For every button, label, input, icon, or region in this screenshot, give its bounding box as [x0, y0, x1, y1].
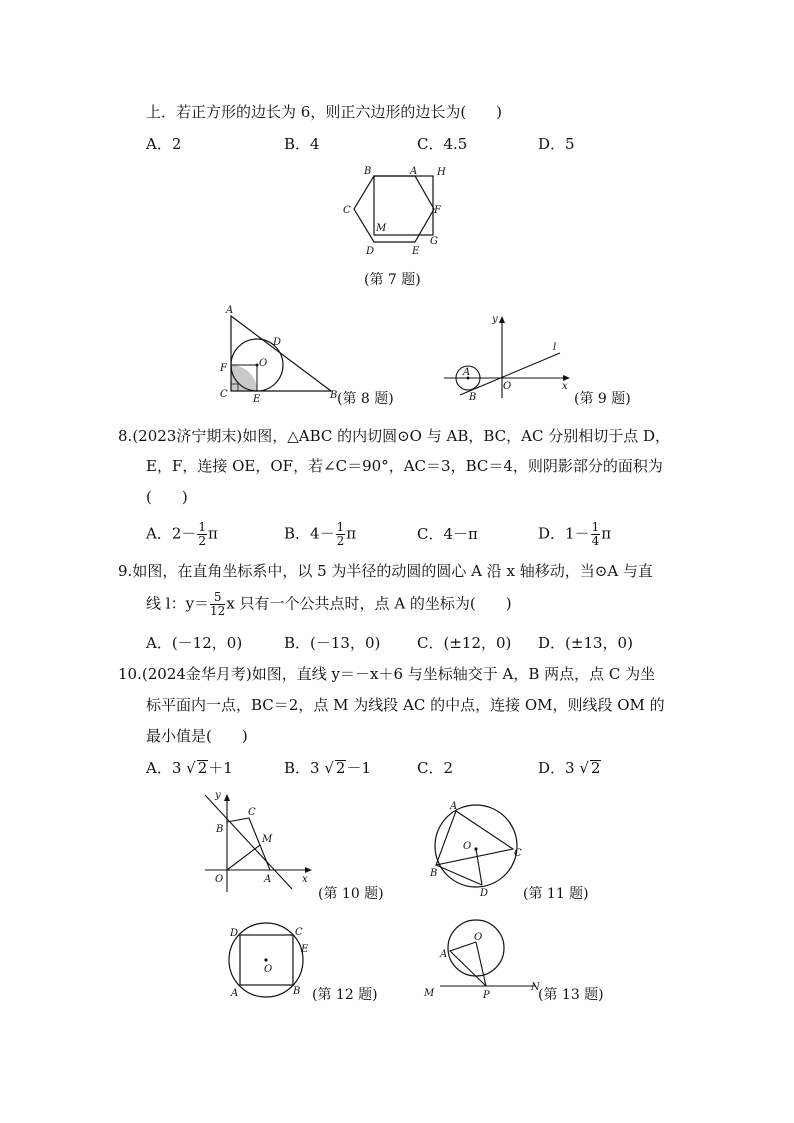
label-a: A — [410, 166, 418, 177]
radicand: 2 — [197, 759, 208, 777]
q9-option-a: A．(－12，0) — [146, 634, 243, 652]
label-d: D — [273, 337, 282, 348]
q9-number: 9. — [118, 562, 133, 580]
label-a: A — [463, 367, 471, 378]
fraction: $\frac{1}{2}$ — [198, 520, 207, 548]
q10-source: (2024金华月考) — [141, 665, 252, 683]
q8-line-3: ( ) — [146, 488, 188, 506]
q10-line-3: 最小值是( ) — [146, 727, 248, 745]
circle-o — [448, 920, 504, 976]
label-a: A — [231, 988, 239, 999]
label-o: O — [503, 381, 512, 392]
q9-option-b: B．(－13，0) — [284, 634, 381, 652]
label-c: C — [248, 807, 256, 818]
q8-option-a: A．2－ $\frac{1}{2}$ π — [146, 520, 218, 548]
label-o: O — [463, 841, 472, 852]
q8-number: 8. — [118, 427, 133, 445]
label-b: B — [430, 868, 438, 879]
fraction-5-12: $\frac{5}{12}$ — [210, 590, 226, 618]
label-e: E — [253, 394, 261, 405]
q10-number: 10. — [118, 665, 142, 683]
label-y: y — [215, 790, 221, 801]
label-c: C — [295, 927, 303, 938]
radicand: 2 — [335, 759, 346, 777]
label-g: G — [430, 236, 438, 247]
figure-13-caption: (第 13 题) — [538, 987, 604, 1003]
label-m: M — [424, 988, 435, 999]
label-a: A — [226, 305, 234, 316]
label-o: O — [215, 874, 224, 885]
segment-op — [476, 942, 486, 986]
label-o: O — [474, 932, 483, 943]
q7-option-b: B．4 — [284, 135, 320, 153]
figure-7-caption: (第 7 题) — [364, 272, 421, 288]
label-m: M — [262, 834, 273, 845]
q7-option-a: A．2 — [146, 135, 182, 153]
q10-option-a: A．3 √ 2＋1 — [146, 759, 233, 777]
label-y: y — [492, 314, 498, 325]
label-a: A — [450, 801, 458, 812]
label-a: A — [264, 874, 272, 885]
label-x: x — [562, 381, 568, 392]
q10-option-d: D．3 √ 2 — [538, 759, 601, 777]
q8-text-1: 如图，△ABC 的内切圆⊙O 与 AB，BC，AC 分别相切于点 D， — [242, 427, 671, 445]
label-o: O — [264, 964, 273, 975]
figure-12-caption: (第 12 题) — [312, 987, 378, 1003]
label-m: M — [376, 223, 387, 234]
label-b: B — [364, 166, 372, 177]
q9-line-2: 线 l：y＝ $\frac{5}{12}$ x 只有一个公共点时，点 A 的坐标为( ) — [146, 590, 512, 618]
q8-source: (2023济宁期末) — [132, 427, 243, 445]
label-c: C — [220, 389, 228, 400]
q9-option-c: C．(±12，0) — [417, 634, 512, 652]
q10-line-2: 标平面内一点，BC＝2，点 M 为线段 AC 的中点，连接 OM，则线段 OM 的 — [146, 696, 665, 714]
label-x: x — [302, 874, 308, 885]
radicand: 2 — [590, 759, 601, 777]
label-e: E — [301, 944, 309, 955]
q8-option-d: D．1－ $\frac{1}{4}$ π — [538, 520, 612, 548]
figure-10-caption: (第 10 题) — [318, 886, 384, 902]
q7-option-c: C．4.5 — [417, 135, 468, 153]
q8-option-c: C．4－π — [417, 525, 478, 543]
figure-8-caption: (第 8 题) — [337, 391, 394, 407]
q8-option-b: B．4－ $\frac{1}{2}$ π — [284, 520, 357, 548]
q7-option-d: D．5 — [538, 135, 575, 153]
q9-option-d: D．(±13，0) — [538, 634, 633, 652]
label-b: B — [330, 390, 338, 401]
figure-11-caption: (第 11 题) — [523, 886, 589, 902]
label-d: D — [480, 888, 489, 899]
label-a: A — [440, 949, 448, 960]
label-e: E — [412, 246, 420, 257]
label-d: D — [230, 928, 239, 939]
label-f: F — [220, 363, 227, 374]
label-c: C — [343, 205, 351, 216]
q9-text-1: 如图，在直角坐标系中，以 5 为半径的动圆的圆心 A 沿 x 轴移动，当⊙A 与直 — [132, 562, 653, 580]
label-h: H — [437, 167, 446, 178]
fraction: $\frac{1}{4}$ — [591, 520, 600, 548]
label-b: B — [216, 824, 224, 835]
label-l: l — [553, 342, 557, 353]
figure-9-caption: (第 9 题) — [574, 391, 631, 407]
q7-stem-tail: 上．若正方形的边长为 6，则正六边形的边长为( ) — [146, 103, 503, 121]
q8-line-2: E，F，连接 OE，OF，若∠C＝90°，AC＝3，BC＝4，则阴影部分的面积为 — [146, 457, 663, 475]
label-c: C — [514, 848, 522, 859]
q10-option-b: B．3 √ 2－1 — [284, 759, 371, 777]
q10-option-c: C．2 — [417, 759, 454, 777]
label-b: B — [469, 392, 477, 403]
label-f: F — [434, 205, 441, 216]
label-p: P — [483, 990, 490, 1001]
fraction: $\frac{1}{2}$ — [336, 520, 345, 548]
q10-text-1: 如图，直线 y＝－x＋6 与坐标轴交于 A，B 两点，点 C 为坐 — [251, 665, 656, 683]
label-n: N — [531, 982, 540, 993]
label-o: O — [259, 358, 268, 369]
label-d: D — [366, 246, 375, 257]
label-b: B — [293, 986, 301, 997]
